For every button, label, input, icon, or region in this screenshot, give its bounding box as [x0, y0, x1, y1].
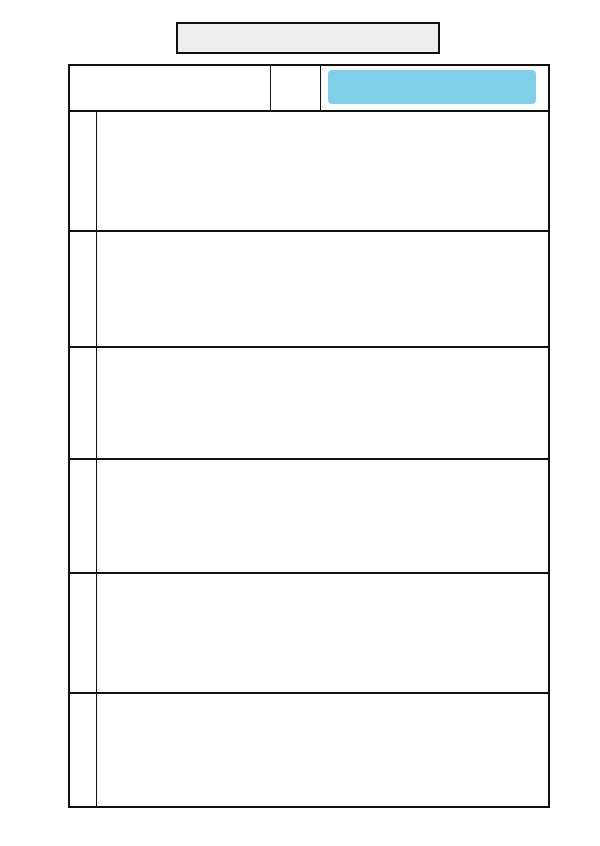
- page-title: [176, 22, 440, 54]
- score-sheet: [68, 64, 550, 808]
- passing-badge: [328, 70, 536, 104]
